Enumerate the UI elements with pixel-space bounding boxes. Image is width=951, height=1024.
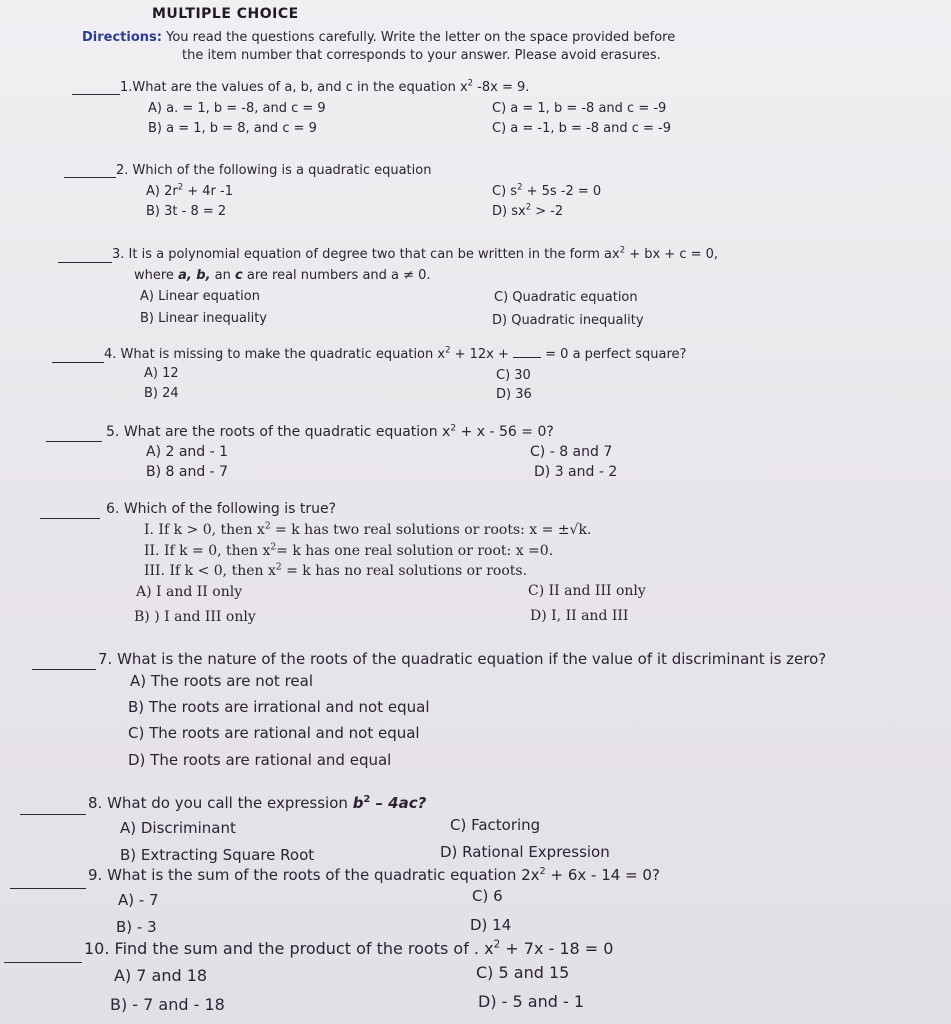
question-8-option-b: B) Extracting Square Root (120, 846, 315, 864)
answer-blank-1[interactable] (72, 94, 120, 95)
answer-blank-3[interactable] (58, 262, 112, 263)
question-10-option-a: A) 7 and 18 (114, 966, 208, 985)
question-4-stem: 4. What is missing to make the quadratic equation $x^2 + 12x$ + = 0 a perfect square? (104, 344, 687, 362)
question-4-option-d: D) 36 (496, 387, 532, 402)
question-6-statement-2: II. If k = 0, then $x^2= k$ has one real solution or root: x =0. (144, 542, 554, 559)
question-6-option-a: A) I and II only (136, 584, 243, 600)
question-10-option-b: B) - 7 and - 18 (110, 995, 225, 1014)
question-6-statement-3: III. If k < 0, then $x^2 = k$ has no real solutions or roots. (144, 562, 528, 579)
question-6-option-d: D) I, II and III (530, 608, 629, 624)
question-1-option-c: C) a = 1, b = -8 and c = -9 (492, 101, 667, 116)
question-4-option-b: B) 24 (144, 386, 179, 401)
question-10-stem: 10. Find the sum and the product of the roots of . $x^2 + 7x - 18 = 0$ (84, 938, 614, 958)
question-2-option-a: A) $2r^2 + 4r$ -1 (146, 181, 233, 199)
question-5-option-a: A) 2 and - 1 (146, 444, 229, 460)
question-1-option-a: A) a. = 1, b = -8, and c = 9 (148, 101, 326, 116)
question-2-option-d: D) $sx^2 > -2$ (492, 201, 564, 219)
question-10-option-c: C) 5 and 15 (476, 963, 570, 982)
answer-blank-5[interactable] (46, 441, 102, 442)
question-5-option-c: C) - 8 and 7 (530, 444, 613, 460)
directions-text-line1: You read the questions carefully. Write the letter on the space provided before (166, 30, 676, 45)
question-10-option-d: D) - 5 and - 1 (478, 992, 584, 1011)
question-4-option-c: C) 30 (496, 368, 531, 383)
question-2-option-b: B) 3t - 8 = 2 (146, 204, 227, 219)
question-4-missing-blank (513, 357, 541, 358)
question-8-option-d: D) Rational Expression (440, 843, 610, 861)
answer-blank-10[interactable] (4, 962, 82, 963)
question-2-option-c: C) $s^2 + 5s$ -2 = 0 (492, 181, 602, 199)
answer-blank-6[interactable] (40, 518, 100, 519)
question-1-stem: 1.What are the values of a, b, and c in the equation $x^2$ -8x = 9. (120, 77, 530, 95)
question-3-option-d: D) Quadratic inequality (492, 313, 644, 328)
question-7-option-a: A) The roots are not real (130, 672, 313, 690)
question-8-option-a: A) Discriminant (120, 819, 236, 837)
question-9-option-a: A) - 7 (118, 891, 159, 909)
question-1-option-d: C) a = -1, b = -8 and c = -9 (492, 121, 671, 136)
answer-blank-2[interactable] (64, 177, 116, 178)
question-5-option-d: D) 3 and - 2 (534, 464, 618, 480)
question-3-stem: 3. It is a polynomial equation of degree two that can be written in the form $ax^2$ + bx + c = 0, (112, 244, 719, 262)
question-7-stem: 7. What is the nature of the roots of the quadratic equation if the value of it discriminant is zero? (98, 650, 827, 668)
question-3-stem-line2: where a, b, an c are real numbers and a ≠ 0. (134, 268, 431, 283)
answer-blank-4[interactable] (52, 362, 104, 363)
question-6-option-b: B) ) I and III only (134, 609, 256, 625)
question-4-option-a: A) 12 (144, 366, 179, 381)
question-5-option-b: B) 8 and - 7 (146, 464, 229, 480)
question-3-option-a: A) Linear equation (140, 289, 260, 304)
question-1-option-b: B) a = 1, b = 8, and c = 9 (148, 121, 317, 136)
question-3-option-b: B) Linear inequality (140, 311, 267, 326)
answer-blank-9[interactable] (10, 888, 86, 889)
page-title: MULTIPLE CHOICE (152, 6, 299, 22)
question-9-option-d: D) 14 (470, 916, 512, 934)
question-7-option-d: D) The roots are rational and equal (128, 751, 392, 769)
question-5-stem: 5. What are the roots of the quadratic equation $x^2 + x - 56 = 0$? (106, 423, 554, 440)
question-3-option-c: C) Quadratic equation (494, 290, 638, 305)
question-6-statement-1: I. If k > 0, then $x^2 = k$ has two real solutions or roots: x = ±√k. (144, 521, 592, 538)
answer-blank-8[interactable] (20, 814, 86, 815)
question-8-option-c: C) Factoring (450, 816, 541, 834)
question-7-option-c: C) The roots are rational and not equal (128, 724, 420, 742)
question-8-stem: 8. What do you call the expression $b^2 - 4ac$? (88, 794, 427, 812)
question-2-stem: 2. Which of the following is a quadratic equation (116, 163, 432, 178)
question-7-option-b: B) The roots are irrational and not equal (128, 698, 430, 716)
question-6-stem: 6. Which of the following is true? (106, 501, 336, 517)
directions-text-line2: the item number that corresponds to your answer. Please avoid erasures. (182, 48, 661, 63)
answer-blank-7[interactable] (32, 669, 96, 670)
question-9-option-c: C) 6 (472, 887, 503, 905)
directions-label: Directions: (82, 30, 162, 45)
question-6-option-c: C) II and III only (528, 583, 646, 599)
question-9-option-b: B) - 3 (116, 918, 157, 936)
directions (82, 30, 675, 45)
question-9-stem: 9. What is the sum of the roots of the quadratic equation $2x^2 + 6x - 14 = 0$? (88, 866, 660, 884)
